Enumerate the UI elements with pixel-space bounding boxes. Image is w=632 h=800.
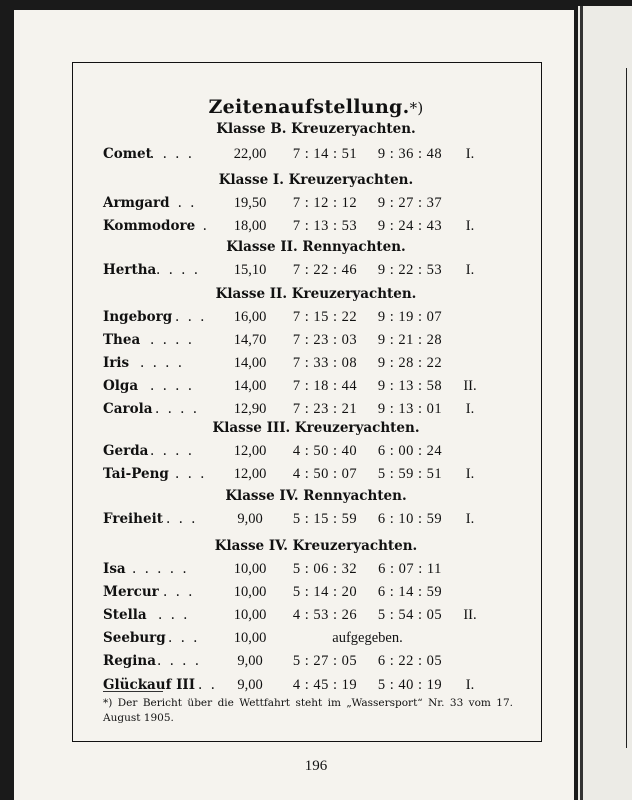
start-time: 4 : 50 : 07 — [292, 466, 358, 483]
section-header: Klasse II. Rennyachten. — [226, 239, 406, 255]
start-time: 5 : 06 : 32 — [292, 561, 358, 577]
yacht-name: Olga — [103, 378, 139, 395]
placing: I. — [465, 262, 475, 278]
rating-value: 22,00 — [233, 146, 267, 162]
yacht-name: Carola — [103, 401, 153, 418]
table-row — [0, 466, 632, 486]
rating-value: 9,00 — [237, 653, 263, 670]
table-row — [0, 262, 632, 282]
finish-time: 6 : 10 : 59 — [377, 511, 443, 527]
table-row — [0, 218, 632, 238]
placing: I. — [465, 146, 475, 162]
placing: I. — [465, 676, 475, 693]
table-row — [0, 195, 632, 215]
title-text: Zeitenaufstellung. — [208, 96, 410, 118]
yacht-name: Iris — [103, 355, 130, 372]
finish-time: 6 : 22 : 05 — [377, 653, 443, 670]
finish-time: 5 : 40 : 19 — [377, 676, 443, 693]
yacht-name: Tai-Peng — [103, 466, 169, 483]
table-row — [0, 332, 632, 352]
start-time: 5 : 14 : 20 — [292, 584, 358, 601]
leader-dots: . . . . — [150, 146, 195, 162]
start-time: 5 : 27 : 05 — [292, 653, 358, 670]
placing: II. — [463, 607, 477, 624]
yacht-name: Armgard — [103, 195, 170, 211]
rating-value: 12,90 — [233, 401, 267, 418]
leader-dots: . . . . . — [132, 561, 189, 577]
table-row — [0, 309, 632, 329]
rating-value: 14,70 — [233, 332, 267, 349]
finish-time: 5 : 54 : 05 — [377, 607, 443, 624]
placing: I. — [465, 401, 475, 418]
leader-dots: . . . . — [157, 653, 202, 670]
leader-dots: . . — [198, 676, 217, 693]
page-title — [0, 96, 632, 118]
section-header: Klasse B. Kreuzeryachten. — [216, 121, 416, 137]
table-row — [0, 584, 632, 604]
leader-dots: . . . . — [150, 443, 195, 459]
finish-time: 5 : 59 : 51 — [377, 466, 443, 483]
start-time: 7 : 13 : 53 — [292, 218, 358, 235]
placing: II. — [463, 378, 477, 395]
yacht-name: Isa — [103, 561, 126, 577]
start-time: 7 : 22 : 46 — [292, 262, 358, 278]
start-time: 4 : 53 : 26 — [292, 607, 358, 624]
leader-dots: . . . — [168, 630, 200, 647]
yacht-name: Thea — [103, 332, 141, 349]
start-time: 7 : 14 : 51 — [292, 146, 358, 162]
rating-value: 12,00 — [233, 443, 267, 459]
start-time: 7 : 23 : 03 — [292, 332, 358, 349]
rating-value: 10,00 — [233, 630, 267, 647]
yacht-name: Stella — [103, 607, 147, 624]
finish-time: 9 : 13 : 58 — [377, 378, 443, 395]
rating-value: 14,00 — [233, 355, 267, 372]
yacht-name: Mercur — [103, 584, 159, 601]
finish-time: 9 : 24 : 43 — [377, 218, 443, 235]
leader-dots: . . . . — [155, 401, 200, 418]
start-time: 4 : 50 : 40 — [292, 443, 358, 459]
leader-dots: . . . — [165, 195, 197, 211]
yacht-name: Gerda — [103, 443, 149, 459]
table-row — [0, 607, 632, 627]
start-time: 5 : 15 : 59 — [292, 511, 358, 527]
footnote: *) Der Bericht über die Wettfahrt steht im „Wassersport“ Nr. 33 vom 17. August 1905. — [103, 697, 513, 724]
table-row — [0, 561, 632, 581]
leader-dots: . . — [190, 218, 209, 235]
table-row — [0, 630, 632, 650]
table-row — [0, 677, 632, 697]
rating-value: 15,10 — [233, 262, 267, 278]
table-row — [0, 146, 632, 166]
leader-dots: . . . . — [150, 332, 195, 349]
rating-value: 10,00 — [233, 584, 267, 601]
start-time: 7 : 12 : 12 — [292, 195, 358, 211]
leader-dots: . . . — [163, 584, 195, 601]
leader-dots: . . . . — [150, 378, 195, 395]
table-row — [0, 443, 632, 463]
section-header: Klasse I. Kreuzeryachten. — [218, 172, 414, 188]
leader-dots: . . . — [158, 607, 190, 624]
rating-value: 18,00 — [233, 218, 267, 235]
yacht-name: Seeburg — [103, 630, 166, 647]
yacht-name: Freiheit — [103, 511, 163, 527]
yacht-name: Kommodore — [103, 218, 196, 235]
rating-value: 9,00 — [237, 511, 263, 527]
table-row — [0, 378, 632, 398]
table-row — [0, 355, 632, 375]
section-header: Klasse II. Kreuzeryachten. — [215, 286, 417, 302]
finish-time: 9 : 27 : 37 — [377, 195, 443, 211]
start-time: 7 : 18 : 44 — [292, 378, 358, 395]
rating-value: 16,00 — [233, 309, 267, 325]
finish-time: 9 : 28 : 22 — [377, 355, 443, 372]
leader-dots: . . . . — [140, 355, 185, 372]
yacht-name: Glückauf III — [103, 676, 196, 693]
leader-dots: . . . — [175, 309, 207, 325]
placing: I. — [465, 218, 475, 235]
footnote-rule — [103, 691, 163, 692]
start-time: 7 : 15 : 22 — [292, 309, 358, 325]
table-row — [0, 653, 632, 673]
finish-time: 6 : 07 : 11 — [378, 561, 442, 577]
section-header: Klasse III. Kreuzeryachten. — [212, 420, 420, 436]
footnote-marker: *) — [409, 99, 424, 117]
finish-time: 9 : 19 : 07 — [377, 309, 443, 325]
rating-value: 12,00 — [233, 466, 267, 483]
start-time: 7 : 23 : 21 — [292, 401, 358, 418]
section-header: Klasse IV. Rennyachten. — [225, 488, 407, 504]
rating-value: 14,00 — [233, 378, 267, 395]
yacht-name: Comet — [103, 146, 152, 162]
section-header: Klasse IV. Kreuzeryachten. — [214, 538, 418, 554]
placing: I. — [465, 511, 475, 527]
table-row — [0, 511, 632, 531]
start-time: 4 : 45 : 19 — [292, 676, 358, 693]
finish-time: 6 : 14 : 59 — [377, 584, 443, 601]
rating-value: 19,50 — [233, 195, 267, 211]
yacht-name: Hertha — [103, 262, 157, 278]
finish-time: 9 : 36 : 48 — [377, 146, 443, 162]
rating-value: 9,00 — [237, 676, 263, 693]
finish-time: 9 : 13 : 01 — [377, 401, 443, 418]
table-row — [0, 401, 632, 421]
yacht-name: Ingeborg — [103, 309, 173, 325]
start-time: 7 : 33 : 08 — [292, 355, 358, 372]
rating-value: 10,00 — [233, 561, 267, 577]
status-note: aufgegeben. — [332, 630, 403, 647]
leader-dots: . . . — [166, 511, 198, 527]
finish-time: 9 : 21 : 28 — [377, 332, 443, 349]
finish-time: 9 : 22 : 53 — [377, 262, 443, 278]
placing: I. — [465, 466, 475, 483]
page-number: 196 — [304, 758, 328, 774]
leader-dots: . . . . — [156, 262, 201, 278]
yacht-name: Regina — [103, 653, 156, 670]
rating-value: 10,00 — [233, 607, 267, 624]
finish-time: 6 : 00 : 24 — [377, 443, 443, 459]
leader-dots: . . . — [175, 466, 207, 483]
